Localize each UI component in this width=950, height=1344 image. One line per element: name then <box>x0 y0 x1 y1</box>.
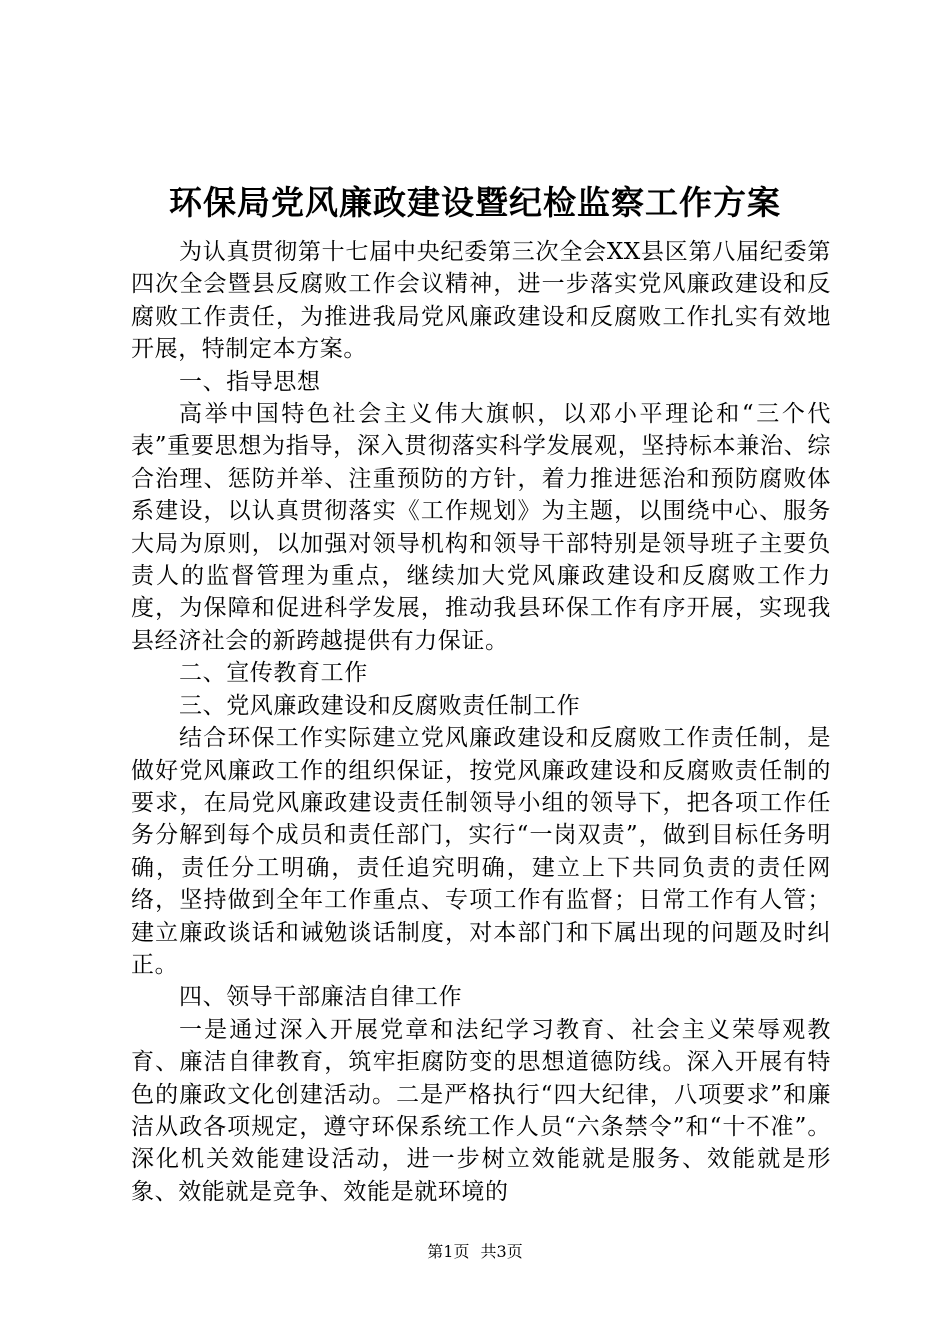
paragraph-guiding-thought: 高举中国特色社会主义伟大旗帜，以邓小平理论和“三个代表”重要思想为指导，深入贯彻落实科学发展观，坚持标本兼治、综合治理、惩防并举、注重预防的方针，着力推进惩治和预防腐败体系建设，以认真贯彻落实《工作规划》为主题，以围绕中心、服务大局为原则，以加强对领导机构和领导干部特别是领导班子主要负责人的监督管理为重点，继续加大党风廉政建设和反腐败工作力度，为保障和促进科学发展，推动我县环保工作有序开展，实现我县经济社会的新跨越提供有力保证。 <box>131 401 831 654</box>
section-heading-3: 三、党风廉政建设和反腐败责任制工作 <box>179 692 581 719</box>
page-footer <box>0 1240 950 1264</box>
document-title: 环保局党风廉政建设暨纪检监察工作方案 <box>169 183 781 222</box>
section-heading-1: 一、指导思想 <box>179 368 321 395</box>
paragraph-self-discipline: 一是通过深入开展党章和法纪学习教育、社会主义荣辱观教育、廉洁自律教育，筑牢拒腐防变的思想道德防线。深入开展有特色的廉政文化创建活动。二是严格执行“四大纪律，八项要求”和廉洁从政各项规定，遵守环保系统工作人员“六条禁令”和“十不准”。深化机关效能建设活动，进一步树立效能就是服务、效能就是形象、效能就是竞争、效能是就环境的 <box>131 1016 831 1205</box>
section-heading-4: 四、领导干部廉洁自律工作 <box>179 984 463 1011</box>
document-body <box>131 236 831 1208</box>
section-heading-2: 二、宣传教育工作 <box>179 660 368 687</box>
paragraph-intro: 为认真贯彻第十七届中央纪委第三次全会XX县区第八届纪委第四次全会暨县反腐败工作会议精神，进一步落实党风廉政建设和反腐败工作责任，为推进我局党风廉政建设和反腐败工作扎实有效地开展，特制定本方案。 <box>131 239 831 363</box>
paragraph-responsibility-system: 结合环保工作实际建立党风廉政建设和反腐败工作责任制，是做好党风廉政工作的组织保证，按党风廉政建设和反腐败责任制的要求，在局党风廉政建设责任制领导小组的领导下，把各项工作任务分解到每个成员和责任部门，实行“一岗双责”，做到目标任务明确，责任分工明确，责任追究明确，建立上下共同负责的责任网络，坚持做到全年工作重点、专项工作有监督；日常工作有人管；建立廉政谈话和诫勉谈话制度，对本部门和下属出现的问题及时纠正。 <box>131 725 831 978</box>
page-total: 共3页 <box>480 1242 523 1261</box>
page-number: 第1页 <box>427 1242 470 1261</box>
